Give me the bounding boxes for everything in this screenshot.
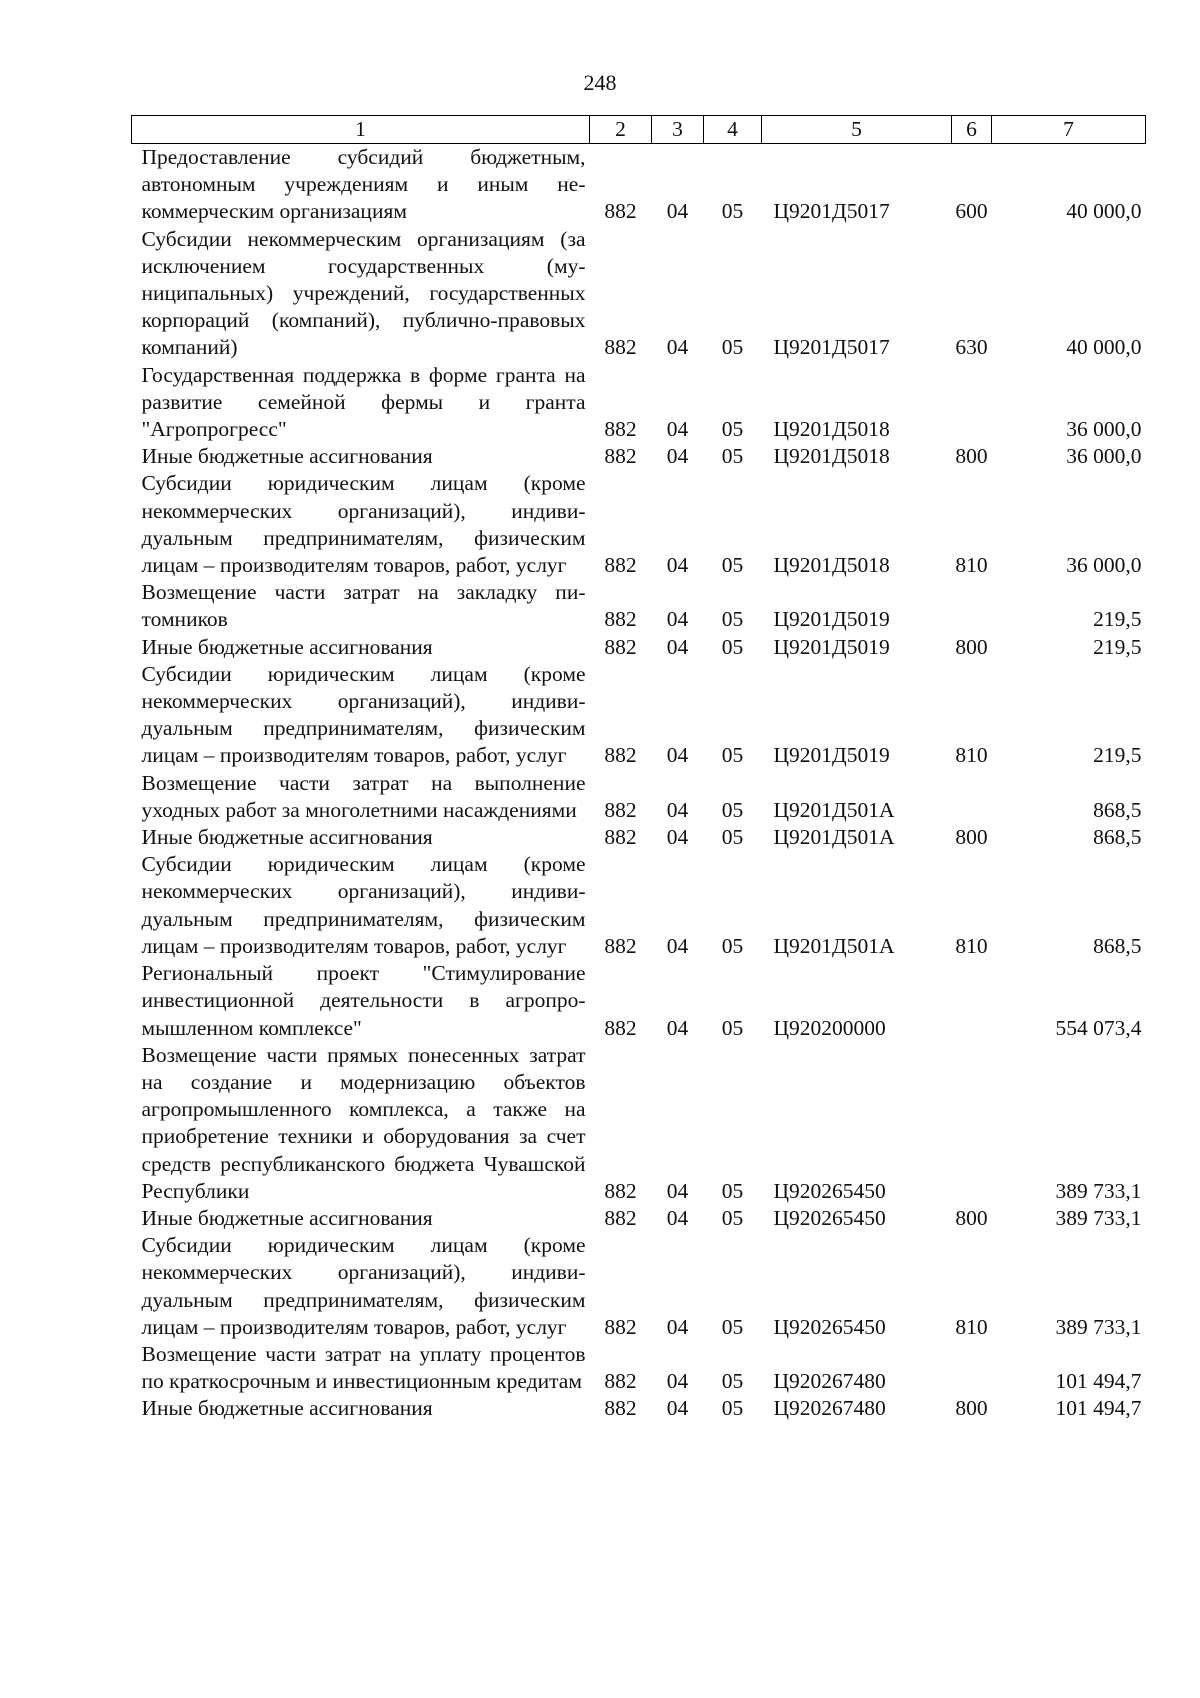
amount: 36 000,0 — [1066, 417, 1142, 442]
target-article-code: Ц9201Д501А — [773, 933, 895, 958]
table-row — [132, 1232, 1146, 1341]
item-name: Возмещение части прямых понесенных затрат на создание и модернизацию объектов агропромышленного комплекса, а также на приобретение техники и оборудования за счет средств республиканского бюджета Чувашской Республики — [141, 1042, 586, 1203]
ministry-code: 882 — [604, 607, 637, 632]
amount: 389 733,1 — [1055, 1205, 1142, 1230]
subsection-code: 05 — [721, 933, 744, 958]
page-number: 248 — [583, 70, 617, 95]
target-article-code: Ц920267480 — [773, 1369, 886, 1394]
item-name: Региональный проект "Стимулирование инвестиционной деятельности в агропромышленном комплексе" — [141, 961, 586, 1040]
expense-type-code — [952, 362, 992, 444]
target-article-code: Ц920265450 — [773, 1314, 886, 1339]
column-header-7: 7 — [992, 116, 1146, 144]
ministry-code: 882 — [604, 634, 637, 659]
item-name: Субсидии юридическим лицам (кроме некоммерческих организаций), индивидуальным предпринимателям, физическим лицам – производителям товаров, работ, услуг — [141, 471, 586, 578]
item-name: Иные бюджетные ассигнования — [141, 1396, 433, 1421]
expense-type-code — [952, 1341, 992, 1395]
table-row — [132, 1042, 1146, 1205]
header-row — [132, 116, 1146, 144]
expense-type-code: 800 — [955, 1396, 988, 1421]
expense-type-code: 800 — [955, 825, 988, 850]
section-code: 04 — [666, 797, 689, 822]
section-code: 04 — [666, 1396, 689, 1421]
column-header-1: 1 — [132, 116, 590, 144]
column-header-5: 5 — [762, 116, 952, 144]
amount: 219,5 — [1093, 743, 1142, 768]
section-code: 04 — [666, 743, 689, 768]
table-row — [132, 770, 1146, 824]
expense-type-code: 810 — [955, 1314, 988, 1339]
section-code: 04 — [666, 1178, 689, 1203]
subsection-code: 05 — [721, 335, 744, 360]
ministry-code: 882 — [604, 1015, 637, 1040]
table-row — [132, 824, 1146, 851]
ministry-code: 882 — [604, 825, 637, 850]
target-article-code: Ц9201Д501А — [773, 825, 895, 850]
ministry-code: 882 — [604, 933, 637, 958]
section-code: 04 — [666, 1369, 689, 1394]
target-article-code: Ц9201Д5018 — [773, 417, 890, 442]
section-code: 04 — [666, 199, 689, 224]
item-name: Субсидии юридическим лицам (кроме некоммерческих организаций), индивидуальным предпринимателям, физическим лицам – производителям товаров, работ, услуг — [141, 661, 586, 768]
section-code: 04 — [666, 634, 689, 659]
table-row — [132, 579, 1146, 633]
section-code: 04 — [666, 444, 689, 469]
amount: 389 733,1 — [1055, 1178, 1142, 1203]
ministry-code: 882 — [604, 1396, 637, 1421]
table-row — [132, 1205, 1146, 1232]
item-name: Возмещение части затрат на закладку питомников — [141, 580, 586, 632]
expense-type-code: 630 — [955, 335, 988, 360]
ministry-code: 882 — [604, 335, 637, 360]
subsection-code: 05 — [721, 1205, 744, 1230]
amount: 36 000,0 — [1066, 553, 1142, 578]
target-article-code: Ц920200000 — [773, 1015, 886, 1040]
table-row — [132, 1395, 1146, 1422]
subsection-code: 05 — [721, 1369, 744, 1394]
subsection-code: 05 — [721, 1314, 744, 1339]
target-article-code: Ц9201Д5019 — [773, 607, 890, 632]
target-article-code: Ц9201Д501А — [773, 797, 895, 822]
column-header-2: 2 — [590, 116, 652, 144]
section-code: 04 — [666, 417, 689, 442]
target-article-code: Ц9201Д5018 — [773, 444, 890, 469]
section-code: 04 — [666, 1205, 689, 1230]
item-name: Субсидии некоммерческим организациям (за исключением государственных (муниципальных) учреждений, государственных корпораций (компаний), публично-правовых компаний) — [141, 226, 586, 360]
amount: 36 000,0 — [1066, 444, 1142, 469]
item-name: Предоставление субсидий бюджетным, автономным учреждениям и иным некоммерческим организациям — [141, 145, 586, 224]
section-code: 04 — [666, 933, 689, 958]
target-article-code: Ц9201Д5019 — [773, 634, 890, 659]
amount: 868,5 — [1093, 825, 1142, 850]
item-name: Возмещение части затрат на выполнение уходных работ за многолетними насаждениями — [141, 770, 586, 822]
section-code: 04 — [666, 553, 689, 578]
subsection-code: 05 — [721, 1015, 744, 1040]
table-row — [132, 144, 1146, 226]
amount: 101 494,7 — [1055, 1396, 1142, 1421]
amount: 389 733,1 — [1055, 1314, 1142, 1339]
expense-type-code — [952, 770, 992, 824]
ministry-code: 882 — [604, 1205, 637, 1230]
budget-table — [131, 115, 1146, 1423]
target-article-code: Ц920265450 — [773, 1178, 886, 1203]
table-row — [132, 1341, 1146, 1395]
ministry-code: 882 — [604, 1178, 637, 1203]
column-header-4: 4 — [704, 116, 762, 144]
subsection-code: 05 — [721, 743, 744, 768]
target-article-code: Ц9201Д5019 — [773, 743, 890, 768]
ministry-code: 882 — [604, 1314, 637, 1339]
subsection-code: 05 — [721, 553, 744, 578]
amount: 40 000,0 — [1066, 199, 1142, 224]
item-name: Иные бюджетные ассигнования — [141, 634, 433, 659]
item-name: Иные бюджетные ассигнования — [141, 825, 433, 850]
amount: 219,5 — [1093, 607, 1142, 632]
column-header-3: 3 — [652, 116, 704, 144]
expense-type-code — [952, 579, 992, 633]
amount: 868,5 — [1093, 933, 1142, 958]
table-row — [132, 226, 1146, 362]
subsection-code: 05 — [721, 634, 744, 659]
ministry-code: 882 — [604, 553, 637, 578]
expense-type-code: 800 — [955, 634, 988, 659]
section-code: 04 — [666, 1015, 689, 1040]
table-row — [132, 470, 1146, 579]
table-row — [132, 443, 1146, 470]
subsection-code: 05 — [721, 607, 744, 632]
table-row — [132, 960, 1146, 1042]
expense-type-code: 810 — [955, 743, 988, 768]
ministry-code: 882 — [604, 444, 637, 469]
item-name: Иные бюджетные ассигнования — [141, 1205, 433, 1230]
item-name: Возмещение части затрат на уплату процентов по краткосрочным и инвестиционным кредитам — [141, 1341, 586, 1394]
amount: 219,5 — [1093, 634, 1142, 659]
column-header-6: 6 — [952, 116, 992, 144]
expense-type-code — [952, 1042, 992, 1205]
ministry-code: 882 — [604, 1369, 637, 1394]
expense-type-code: 810 — [955, 553, 988, 578]
subsection-code: 05 — [721, 825, 744, 850]
item-name: Субсидии юридическим лицам (кроме некоммерческих организаций), индивидуальным предпринимателям, физическим лицам – производителям товаров, работ, услуг — [141, 852, 586, 958]
item-name: Субсидии юридическим лицам (кроме некоммерческих организаций), индивидуальным предпринимателям, физическим лицам – производителям товаров, работ, услуг — [141, 1233, 586, 1339]
table-row — [132, 661, 1146, 770]
amount: 868,5 — [1093, 797, 1142, 822]
subsection-code: 05 — [721, 1396, 744, 1421]
table-row — [132, 362, 1146, 444]
expense-type-code: 800 — [955, 1205, 988, 1230]
target-article-code: Ц920265450 — [773, 1205, 886, 1230]
expense-type-code: 600 — [955, 199, 988, 224]
table-body — [132, 144, 1146, 1423]
subsection-code: 05 — [721, 199, 744, 224]
amount: 554 073,4 — [1055, 1015, 1142, 1040]
ministry-code: 882 — [604, 199, 637, 224]
ministry-code: 882 — [604, 743, 637, 768]
section-code: 04 — [666, 335, 689, 360]
expense-type-code — [952, 960, 992, 1042]
amount: 101 494,7 — [1055, 1369, 1142, 1394]
target-article-code: Ц9201Д5018 — [773, 553, 890, 578]
table-row — [132, 851, 1146, 960]
subsection-code: 05 — [721, 444, 744, 469]
subsection-code: 05 — [721, 1178, 744, 1203]
table-header — [132, 116, 1146, 144]
item-name: Иные бюджетные ассигнования — [141, 444, 433, 469]
expense-type-code: 810 — [955, 933, 988, 958]
amount: 40 000,0 — [1066, 335, 1142, 360]
section-code: 04 — [666, 825, 689, 850]
subsection-code: 05 — [721, 417, 744, 442]
ministry-code: 882 — [604, 417, 637, 442]
expense-type-code: 800 — [955, 444, 988, 469]
section-code: 04 — [666, 607, 689, 632]
item-name: Государственная поддержка в форме гранта на развитие семейной фермы и гранта "Агропрогресс" — [141, 362, 586, 442]
section-code: 04 — [666, 1314, 689, 1339]
ministry-code: 882 — [604, 797, 637, 822]
target-article-code: Ц9201Д5017 — [773, 199, 890, 224]
table-row — [132, 634, 1146, 661]
subsection-code: 05 — [721, 797, 744, 822]
target-article-code: Ц9201Д5017 — [773, 335, 890, 360]
target-article-code: Ц920267480 — [773, 1396, 886, 1421]
